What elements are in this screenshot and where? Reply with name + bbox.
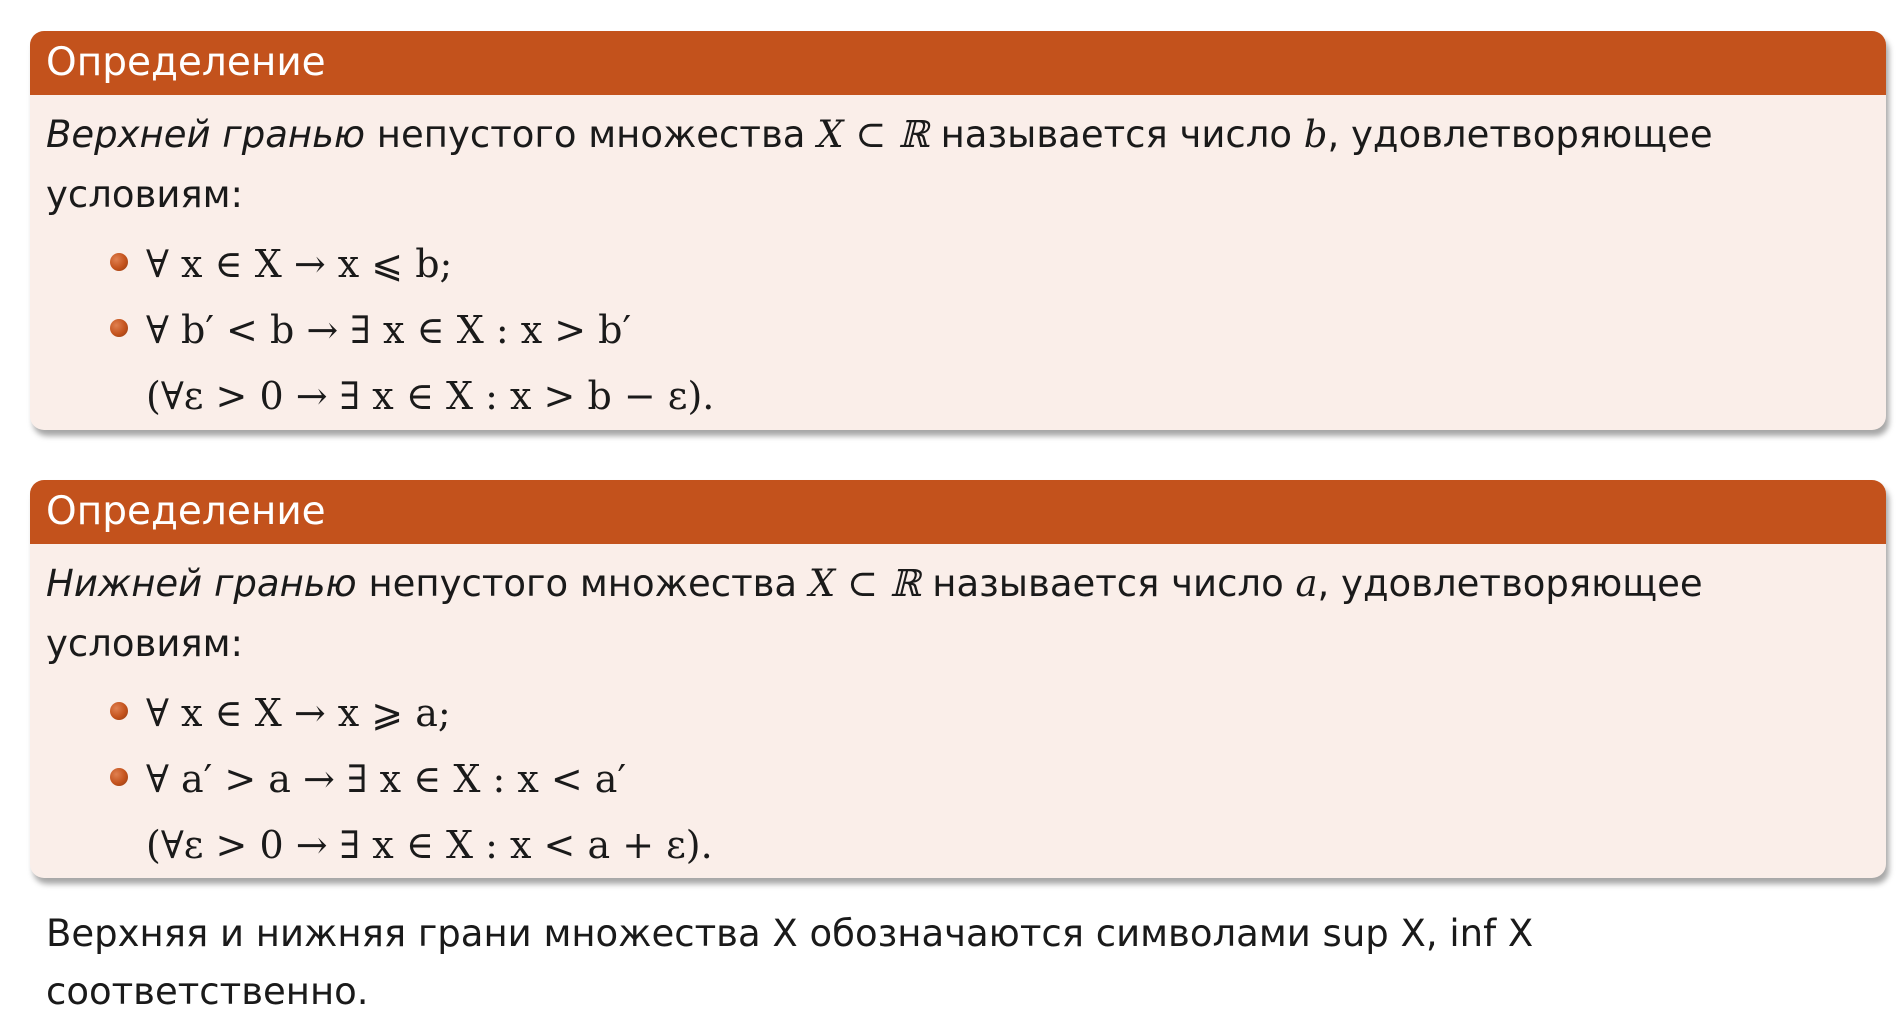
- intro-text-2: называется число: [928, 113, 1304, 156]
- variable-symbol: b: [1303, 113, 1328, 156]
- intro-line-2: условиям:: [46, 173, 244, 216]
- intro-text-3: , удовлетворяющее: [1317, 562, 1703, 605]
- notation-note-line-2: соответственно.: [46, 970, 369, 1011]
- definition-intro: [46, 105, 1886, 225]
- condition-item: [46, 297, 1886, 429]
- condition-item: [46, 746, 1886, 878]
- bullet-icon: [110, 253, 128, 271]
- condition-formula-epsilon: (∀ε > 0 → ∃ x ∈ X : x > b − ε).: [146, 374, 715, 418]
- bullet-icon: [110, 702, 128, 720]
- bullet-icon: [110, 319, 128, 337]
- intro-text: непустого множества: [365, 113, 818, 156]
- set-symbol: X ⊂ ℝ: [808, 562, 921, 605]
- definition-block-infimum: [30, 480, 1886, 878]
- condition-formula-epsilon: (∀ε > 0 → ∃ x ∈ X : x < a + ε).: [146, 823, 713, 867]
- notation-note: [46, 905, 1533, 1011]
- intro-text-2: называется число: [920, 562, 1296, 605]
- intro-text: непустого множества: [356, 562, 809, 605]
- definition-intro: [46, 554, 1886, 674]
- bullet-icon: [110, 768, 128, 786]
- definition-title: Определение: [30, 31, 1886, 95]
- intro-line-2: условиям:: [46, 622, 244, 665]
- condition-item: [46, 231, 1886, 297]
- conditions-list: [46, 680, 1886, 878]
- definition-title: Определение: [30, 480, 1886, 544]
- conditions-list: [46, 231, 1886, 429]
- condition-formula: ∀ b′ < b → ∃ x ∈ X : x > b′: [146, 308, 632, 352]
- defined-term: Верхней гранью: [46, 113, 366, 156]
- definition-block-supremum: [30, 31, 1886, 430]
- condition-formula: ∀ a′ > a → ∃ x ∈ X : x < a′: [146, 757, 627, 801]
- defined-term: Нижней гранью: [46, 562, 357, 605]
- set-symbol: X ⊂ ℝ: [817, 113, 929, 156]
- intro-text-3: , удовлетворяющее: [1327, 113, 1713, 156]
- condition-formula: ∀ x ∈ X → x ⩽ b;: [146, 242, 453, 286]
- condition-formula: ∀ x ∈ X → x ⩾ a;: [146, 691, 451, 735]
- definition-body: [30, 95, 1886, 429]
- definition-body: [30, 544, 1886, 878]
- condition-item: [46, 680, 1886, 746]
- variable-symbol: a: [1295, 562, 1318, 605]
- notation-note-line-1: Верхняя и нижняя грани множества X обозначаются символами sup X, inf X: [46, 912, 1534, 955]
